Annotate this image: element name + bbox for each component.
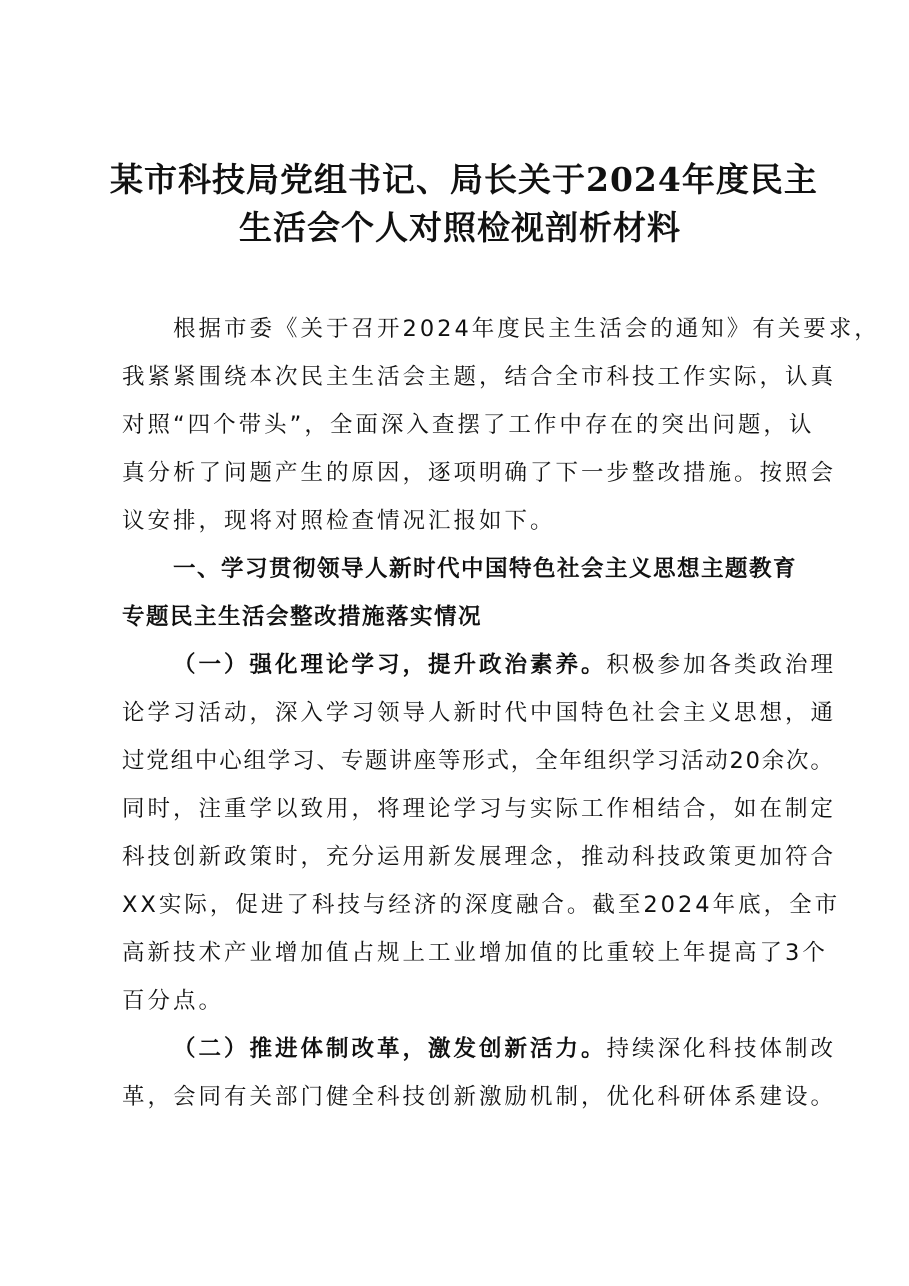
item-1-line: 过党组中心组学习、专题讲座等形式，全年组织学习活动20余次。 bbox=[122, 748, 835, 774]
intro-line: 我紧紧围绕本次民主生活会主题，结合全市科技工作实际，认真 bbox=[122, 364, 837, 390]
intro-line: 根据市委《关于召开2024年度民主生活会的通知》有关要求， bbox=[173, 316, 880, 342]
document-title-line-2: 生活会个人对照检视剖析材料 bbox=[239, 208, 681, 247]
item-1-line: 高新技术产业增加值占规上工业增加值的比重较上年提高了3个 bbox=[122, 940, 828, 966]
item-2-lead: （二）推进体制改革，激发创新活力。 bbox=[173, 1036, 607, 1062]
item-1-line: XX实际，促进了科技与经济的深度融合。截至2024年底，全市 bbox=[122, 892, 841, 918]
item-1-line: 科技创新政策时，充分运用新发展理念，推动科技政策更加符合 bbox=[122, 844, 837, 870]
item-2-line: 革，会同有关部门健全科技创新激励机制，优化科研体系建设。 bbox=[122, 1084, 837, 1110]
intro-line: 对照“四个带头”，全面深入查摆了工作中存在的突出问题，认 bbox=[122, 412, 815, 438]
item-2-first-rest: 持续深化科技体制改 bbox=[606, 1036, 837, 1062]
intro-line: 真分析了问题产生的原因，逐项明确了下一步整改措施。按照会 bbox=[122, 460, 837, 486]
item-1-line: 百分点。 bbox=[122, 988, 225, 1014]
section-heading-line: 一、学习贯彻领导人新时代中国特色社会主义思想主题教育 bbox=[173, 556, 798, 582]
section-heading-line: 专题民主生活会整改措施落实情况 bbox=[122, 604, 483, 630]
document-title-line-1: 某市科技局党组书记、局长关于2024年度民主 bbox=[110, 160, 818, 199]
item-1-first-line bbox=[173, 650, 836, 680]
intro-line: 议安排，现将对照检查情况汇报如下。 bbox=[122, 508, 556, 534]
item-1-first-rest: 积极参加各类政治理 bbox=[606, 652, 837, 678]
item-2-first-line bbox=[173, 1034, 836, 1064]
item-1-lead: （一）强化理论学习，提升政治素养。 bbox=[173, 652, 607, 678]
item-1-line: 同时，注重学以致用，将理论学习与实际工作相结合，如在制定 bbox=[122, 796, 837, 822]
item-1-line: 论学习活动，深入学习领导人新时代中国特色社会主义思想，通 bbox=[122, 700, 837, 726]
